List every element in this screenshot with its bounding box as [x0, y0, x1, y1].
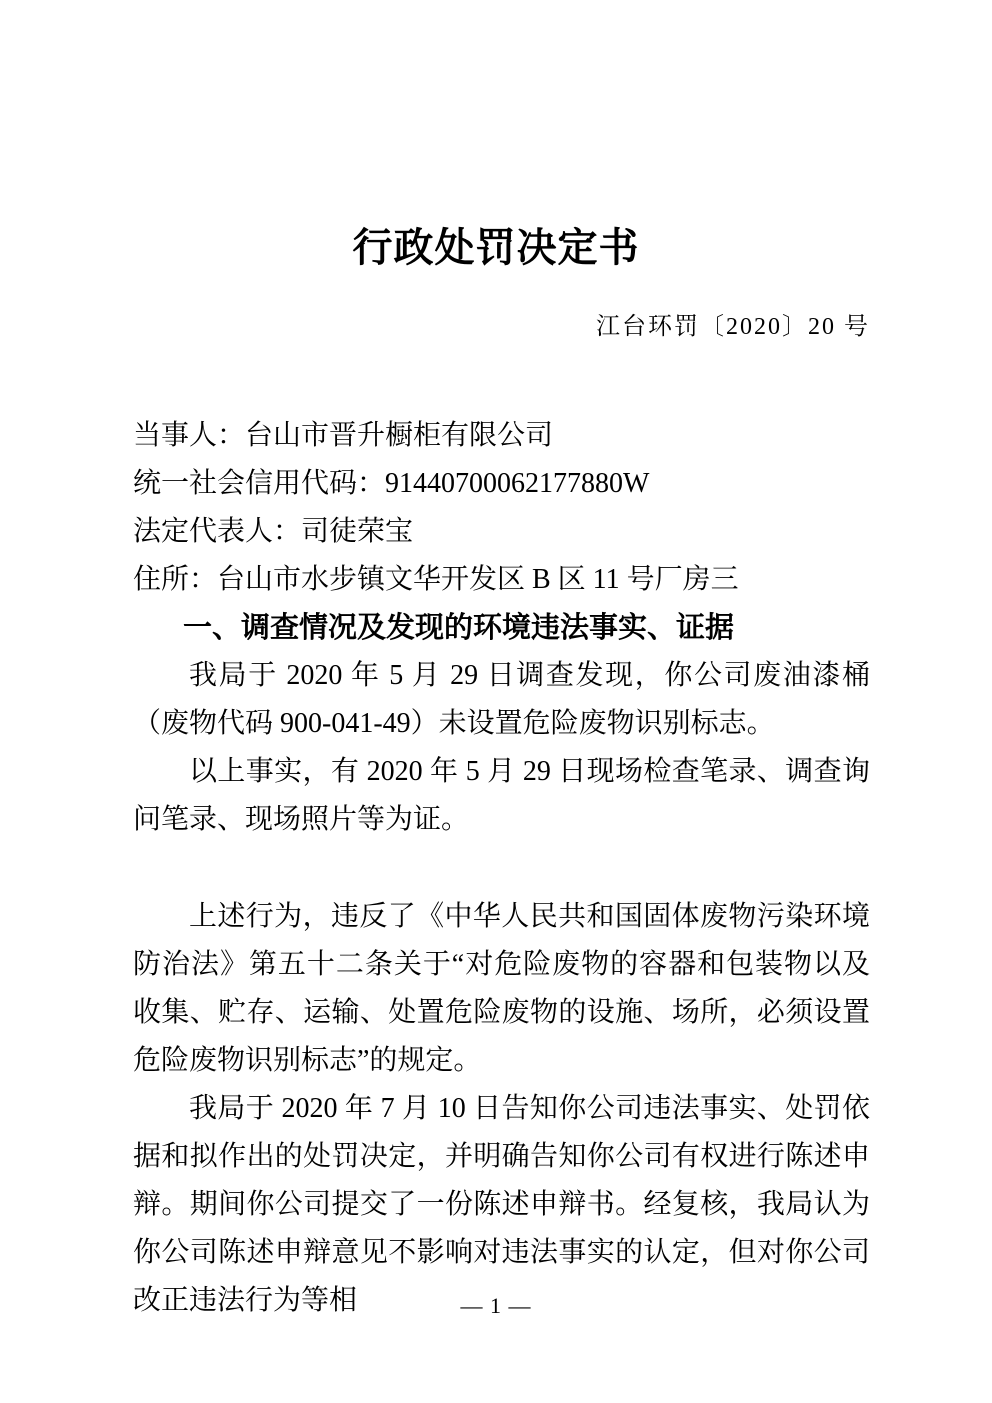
document-title: 行政处罚决定书 — [352, 225, 640, 270]
document-number: 江台环罚〔2020〕20 号 — [596, 314, 870, 340]
body-paragraph-2: 以上事实，有 2020 年 5 月 29 日现场检查笔录、调查询问笔录、现场照片等为证。 — [133, 756, 870, 835]
body-paragraph-4: 我局于 2020 年 7 月 10 日告知你公司违法事实、处罚依据和拟作出的处罚决定，并明确告知你公司有权进行陈述申辩。期间你公司提交了一份陈述申辩书。经复核，我局认为你公司陈述申辩意见不影响对违法事实的认定，但对你公司改正违法行为等相 — [133, 1093, 870, 1316]
address-line: 住所：台山市水步镇文华开发区 B 区 11 号厂房三 — [133, 564, 739, 595]
party-name-line: 当事人：台山市晋升橱柜有限公司 — [133, 420, 554, 451]
section-heading: 一、调查情况及发现的环境违法事实、证据 — [183, 612, 735, 644]
page-number: — 1 — — [460, 1293, 532, 1318]
legal-representative-line: 法定代表人：司徒荣宝 — [133, 516, 414, 547]
body-paragraph-1: 我局于 2020 年 5 月 29 日调查发现，你公司废油漆桶（废物代码 900-041-49）未设置危险废物识别标志。 — [133, 660, 870, 739]
credit-code-line: 统一社会信用代码：91440700062177880W — [133, 468, 650, 499]
body-paragraph-3: 上述行为，违反了《中华人民共和国固体废物污染环境防治法》第五十二条关于“对危险废物的容器和包装物以及收集、贮存、运输、处置危险废物的设施、场所，必须设置危险废物识别标志”的规定。 — [133, 901, 870, 1076]
document-body — [133, 412, 870, 1325]
